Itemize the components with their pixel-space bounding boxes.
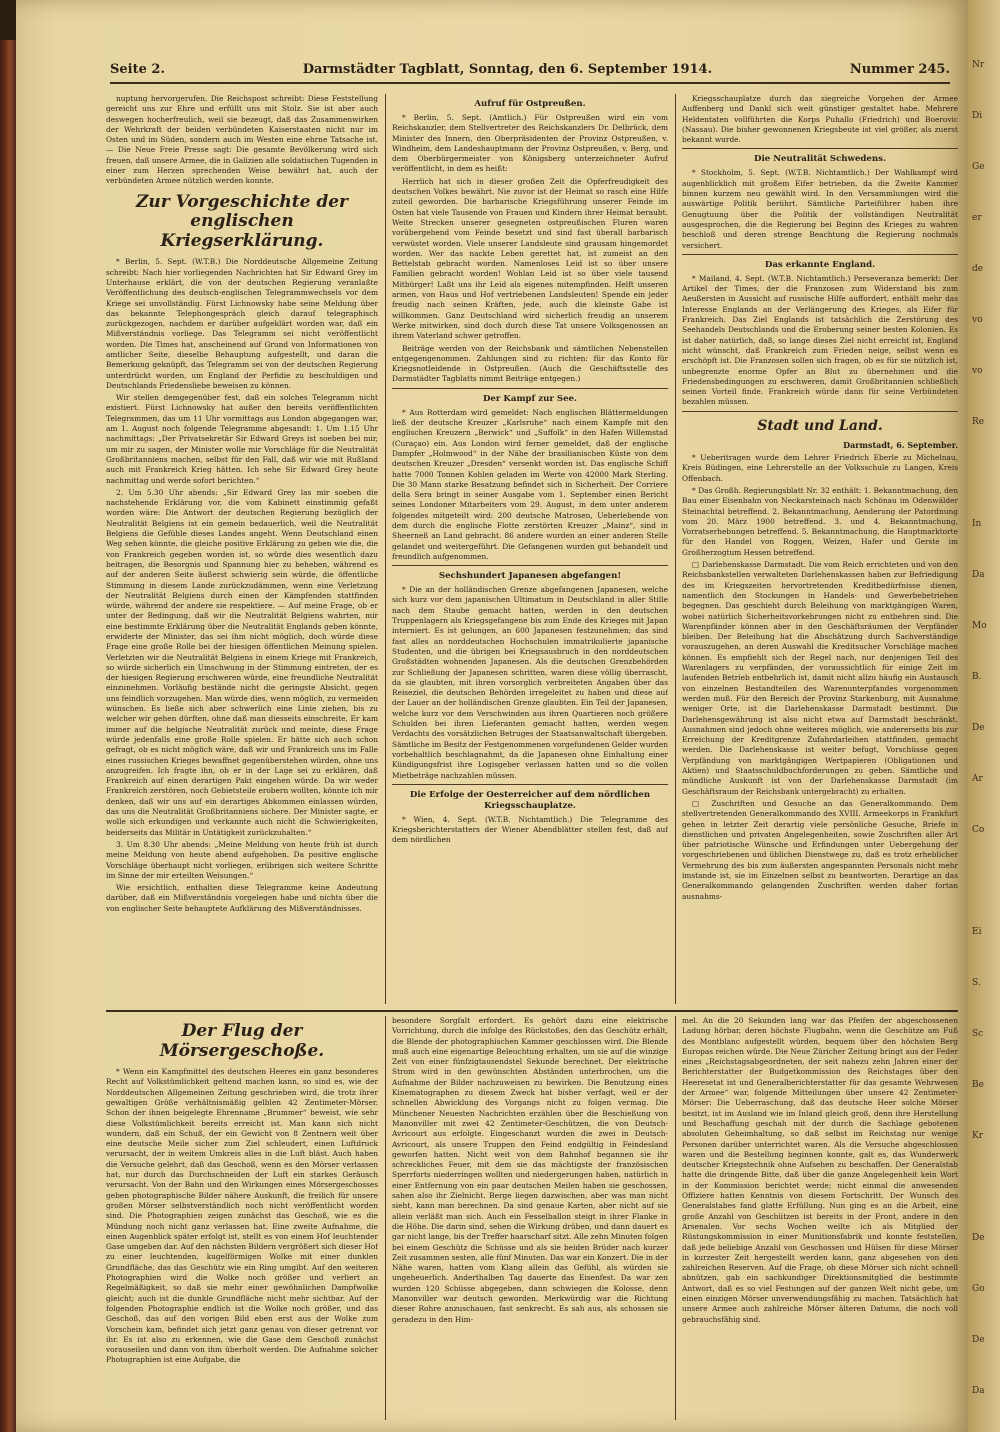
headline-sea-battle: Der Kampf zur See. xyxy=(482,393,578,404)
column-1 xyxy=(106,94,378,1006)
adjacent-page-fragment: Ar xyxy=(972,774,983,784)
adjacent-page-fragment: vo xyxy=(972,366,983,376)
adjacent-page-fragment: B. xyxy=(972,672,982,682)
adjacent-page-fragment: S. xyxy=(972,978,981,988)
adjacent-page-fragment: Sc xyxy=(972,1029,984,1039)
headline-japanese-caught: Sechshundert Japanesen abgefangen! xyxy=(438,571,622,582)
headline-sweden-neutrality: Die Neutralität Schwedens. xyxy=(754,154,886,165)
adjacent-page-fragment: In xyxy=(972,519,982,529)
headline-english-war-declaration: Zur Vorgeschichte der englischen Kriegserklärung. xyxy=(136,191,348,251)
adjacent-page-fragment: Mo xyxy=(972,621,987,631)
article-paragraph: * Berlin, 5. Sept. (W.T.B.) Die Norddeutsche Allgemeine Zeitung schreibt: Nach hier vorliegenden Nachrichten hat Sir Edward Grey im Unterhause erklärt, die von der deutschen Regierung veranlaßte Veröffentlichung des deutsch-englischen Telegrammwechsels vor dem Kriege sei unvollständig. Fürst Lichnowsky habe seine Meldung über das bekannte Telephongespräch gleich darauf telegraphisch zurückgezogen, nachdem er darüber aufgeklärt worden war, daß ein Mißverständnis vorliege. Das Telegramm sei nicht veröffentlicht worden. Die Times hat, anscheinend auf Grund von Informationen von amtlicher Seite, dieselbe Behauptung aufgestellt, und daran die Bemerkung geknüpft, das Telegramm sei von der deutschen Regierung unterdrückt worden, um England der Perfidie zu beschuldigen und Deutschlands Friedensliebe beweisen zu können. xyxy=(106,257,378,390)
column-divider xyxy=(675,1016,676,1420)
adjacent-page-fragment: De xyxy=(972,723,985,733)
article-paragraph: * Wenn ein Kampfmittel des deutschen Heeres ein ganz besonderes Recht auf Volkstümlichkeit geltend machen kann, so sind es, wie der Norddeutschen Allgemeinen Zeitung geschrieben wird, die trotz ihrer gewaltigen Größe verhältnismäßig gelblen 42 Zentimeter-Mörser. Schon der ihnen beigelegte Ehrenname „Brummer“ beweist, wie sehr diese Volkstümlichkeit bereits erreicht ist. Man kann sich nicht wundern, daß ein Schuß, der ein Gewicht von 8 Zentnern weit über eine deutsche Meile sicher zum Ziel schleudert, einen Luftdruck verursacht, der in weitem Umkreis alles in die Luft bläst. Auch haben die Versuche gelehrt, daß das Geschoß, wenn es den Mörser verlassen hat, nur durch das Durchschneiden der Luft ein starkes Geräusch verursacht. Von der Bahn und den Wirkungen eines Mörsergeschosses geben photographische Bilder nähere Auskunft, die freilich für unsere großen Mörser selbstverständlich noch nicht veröffentlicht worden sind. Die Photographien zeigen zunächst das Geschoß, wie es die Mündung noch nicht ganz verlassen hat. Eine zweite Aufnahme, die einen Augenblick später erfolgt ist, stellt es von einem Hof leuchtender Gase umgeben dar. Auf den nächsten Bildern vergrößert sich dieser Hof zu einer leuchtenden, kugelförmigen Wolke mit einer dunklen Grundfläche, das das Geschütz wie ein Ring umgibt. Auf den weiteren Photographien wird die Wolke noch größer und verliert an Regelmäßigkeit, so daß sie mehr einer gewöhnlichen Dampfwolke gleicht; auch ist die dunkle Grundfläche nicht mehr sichtbar. Auf der folgenden Photographie endlich ist die Wolke noch größer, und das Geschoß, das auf den vorigen Bild eben erst aus der Wolke zum Vorschein kam, befindet sich jetzt ganz genau von dieser getrennt vor ihr. Es ist also zu erkennen, wie die Gase dem Geschoß zunächst vorauseilen und dann von ihm überholt werden. Die Aufnahme solcher Photographien ist eine Aufgabe, die xyxy=(106,1067,378,1365)
section-rule xyxy=(682,411,958,412)
adjacent-page-fragment: Kr xyxy=(972,1131,984,1141)
article-paragraph: Wir stellen demgegenüber fest, daß ein solches Telegramm nicht existiert. Fürst Lichnowsky hat außer den bereits veröffentlichten Telegrammen, das um 11 Uhr vormittags aus London abgegangen war, am 1. August noch folgende Telegramme abgesandt: 1. Um 1.15 Uhr nachmittags: „Der Privatsekretär Sir Edward Greys ist soeben bei mir, um mir zu sagen, der Minister wolle mir Vorschläge für die Neutralität Großbritanniens machen, selbst für den Fall, daß wir wie mit Rußland auch mit Frankreich Krieg hätten. Ich sehe Sir Edward Grey heute nachmittag und werde sofort berichten.“ xyxy=(106,393,378,485)
article-paragraph: 2. Um 5.30 Uhr abends: „Sir Edward Grey las mir soeben die nachstehende Erklärung vor, die vom Kabinett einstimmig gefaßt worden wäre: Die Antwort der deutschen Regierung bezüglich der Neutralität Belgiens ist ein gemein bedauerlich, weil die Neutralität Belgiens die Gefühle dieses Landes angeht. Wenn Deutschland einen Weg sehen könnte, die gleiche positive Erklärung zu geben wie die, die von Frankreich gegeben worden ist, so würde dies wesentlich dazu beitragen, die Besorgnis und Spannung hier zu beheben, während es auf der anderen Seite äußerst schwierig sein würde, die öffentliche Stimmung in diesem Lande zurückzudämmen, wenn eine Verletzung der Neutralität Belgiens durch einen der Kämpfenden stattfinden würde, während der andere sie respektiere. — Auf meine Frage, ob er unter der Bedingung, daß wir die Neutralität Belgiens wahrten, mir eine bestimmte Erklärung über die Neutralität Englands geben könnte, erwiderte der Minister, das sei ihm nicht möglich, doch würde diese Frage eine große Rolle bei der hiesigen öffentlichen Meinung spielen. Verletzten wir die Neutralität Belgiens in einem Kriege mit Frankreich, so würde sicherlich ein Umschwung in der Stimmung eintreten, der es der hiesigen Regierung erschweren würde, eine freundliche Neutralität einzunehmen. Vorläufig bestände nicht die geringste Absicht, gegen uns feindlich vorzugehen. Man würde dies, wenn möglich, zu vermeiden wünschen. Es ließe sich aber schwerlich eine Linie ziehen, bis zu welcher wir gehen dürften, ohne daß man diesseits einschreite. Er kam immer auf die belgische Neutralität zurück und meinte, diese Frage würde jedenfalls eine große Rolle spielen. Er hätte sich auch schon gefragt, ob es nicht möglich wäre, daß wir und Frankreich uns im Falle eines russischen Krieges bewaffnet gegenüberstehen würden, ohne uns anzugreifen. Ich fragte ihn, ob er in der Lage sei zu erklären, daß Frankreich auf einen derartigen Pakt eingehen würde. Da wir weder Frankreich zerstören, noch Gebietsteile erobern wollten, könnte ich mir denken, daß wir uns auf ein derartiges Abkommen einlassen würden, das uns die Neutralität Großbritanniens sichere. Der Minister sagte, er wolle sich erkundigen und verkannte auch nicht die Schwierigkeiten, beiderseits das Militär in Untätigkeit zurückzuhalten.“ xyxy=(106,487,378,837)
issue-number: Nummer 245. xyxy=(849,61,950,77)
column-3 xyxy=(682,94,958,1006)
article-paragraph: besondere Sorgfalt erfordert. Es gehört dazu eine elektrische Vorrichtung, durch die infolge des Rückstoßes, den das Geschütz erhält, die Blende der photographischen Kammer geschlossen wird. Die Blende muß auch eine eigenartige Beleuchtung erhalten, um sie auf die winzige Zeit von einer fünfzigtausendstel Sekunde berechnet. Der elektrische Strom wird in den gewünschten Abständen unterbrochen, um die Aufnahme der Bilder nachzuweisen zu bewirken. Die Benutzung eines Kinematographen zu diesem Zweck hat bisher verfagt, weil er der schnellen Abwicklung des Vorgangs nicht zu folgen vermag. Die Münchener Neuesten Nachrichten erzählen über die Beschießung von Manonviller mit zwei 42 Zentimeter-Geschützen, die von Deutsch-Avricourt aus erfolgte. Eingeschanzt wurden die zwei in Deutsch-Avricourt, als unsere Truppen den Feind endgültig in Feindesland geworfen hatten. Nicht weit von dem Bahnhof begannen sie ihr schreckliches Feuer, mit dem sie das mächtigste der französischen Sperrforts niederringen wollten und niedergerungen haben, natürlich in einer Entfernung von ein paar deutschen Meilen haben sie geschossen, sahen also ihr Zielnicht. Berge liegen dazwischen, aber was man nicht sieht, kann man berechnen. Da sind genaue Karten, aber nicht auf sie allein verläßt man sich. Auch ein Fesselballon steigt in ihrer Flanke in die Höhe. Die darin sind, sehen die Wirkung drüben, und dann dauert es gar nicht lange, bis der Treffer haarscharf sitzt. Alle zehn Minuten folgen bei einem Geschütz die Schüsse und als sie beiden Brüder nach kurzer Zeit zusammen sesten, alle fünf Minuten. Das war ein Konzert. Die in der Nähe waren, hatten vom Klang allein das Gefühl, als würden sie ungeheuerlich. Anderthalben Tag dauerte das Eisenfest. Da war zen wurden 120 Schüsse abgegeben, dann schwiegen die Kolosse, denn Manonviller war deutsch geworden. Merkwürdig war die Richtung dieser Rohre anzuschauen, fast senkrecht. Es sah aus, als schossen sie geradezu in den Him- xyxy=(392,1016,668,1324)
page-number: Seite 2. xyxy=(110,61,165,77)
adjacent-page-fragment xyxy=(972,876,1000,887)
adjacent-page-fragment: er xyxy=(972,213,982,223)
headline-mortar-flight: Der Flug der Mörsergeschoße. xyxy=(159,1021,325,1061)
section-separator xyxy=(106,1010,958,1012)
article-paragraph: 3. Um 8.30 Uhr abends: „Meine Meldung von heute früh ist durch meine Meldung von heute abend aufgehoben. Da positive englische Vorschläge überhaupt nicht vorliegen, erübrigen sich weitere Schritte im Sinne der mir erteilten Weisungen.“ xyxy=(106,839,378,880)
bottom-column-2 xyxy=(392,1016,668,1420)
column-divider xyxy=(385,1016,386,1420)
article-paragraph: Beiträge werden von der Reichsbank und sämtlichen Nebenstellen entgegengenommen. Zahlungen sind zu richten: für das Konto für Kriegsnotleidende in Ostpreußen. (Auch die Geschäftsstelle des Darmstädter Tagblatts nimmt Beiträge entgegen.) xyxy=(392,343,668,384)
section-rule xyxy=(682,148,958,149)
article-paragraph: * Berlin, 5. Sept. (Amtlich.) Für Ostpreußen wird ein vom Reichskanzler, dem Stellvertreter des Reichskanzlers Dr. Delbrück, dem Minister des Innern, den Oberpräsidenten der Provinz Ostpreußen, v. Windheim, dem Landeshauptmann der Provinz Ostpreußen, v. Berg, und dem Oberbürgermeister von Königsberg unterzeichneter Aufruf veröffentlicht, in dem es heißt: xyxy=(392,113,668,174)
column-2 xyxy=(392,94,668,1006)
adjacent-page-fragment: Be xyxy=(972,1080,984,1090)
adjacent-page-fragment: Ei xyxy=(972,927,982,937)
adjacent-page-fragment: Ge xyxy=(972,162,985,172)
article-paragraph: □ Darlehenskasse Darmstadt. Die vom Reich errichteten und von den Reichsbankstellen verwalteten Darlehenskassen haben zur Befriedigung des im Kriegszeiten hervortretenden Kreditbedürfnisse dienen, namentlich den Stockungen in Handels- und Gewerbebetrieben begegnen. Das geschieht durch Beleihung von marktgängigen Waren, wobei natürlich Sicherheitsvorkehrungen nicht zu entbehren sind. Die Warenpfänder können aber in den Geschäftsräumen der Verpfänder bleiben. Der Beleihung hat die Abschätzung durch Sachverständige vorauszugehen, an deren Auswahl die Kreditsucher Vorschläge machen können. Es empfiehlt sich der Regel nach, nur denjenigen Teil des Warenlagers zu verpfänden, der voraussichtlich für einige Zeit im laufenden Betrieb entbehrlich ist, damit nicht allzu häufig ein Austausch von einzelnen Bestandteilen des Warenunterpfandes vorgenommen werden muß. Für den Bereich der Provinz Starkenburg, mit Ausnahme weniger Orte, ist die Darlehenskasse Darmstadt bestimmt. Die Darlehensgewährung ist also nicht etwa auf Darmstadt beschränkt. Ausnahmen sind jedoch ohne weiteres möglich, wie andererseits bis zur Erreichung der Kreditgrenze Zufahrdarleihen stattfinden, gemacht werden. Die Darlehenskasse ist weiter befugt, Vorschüsse gegen Verpfändung von marktgängigen Wertpapieren (Obligationen und Aktien) und Staatsschuldbuchforderungen zu geben. Sämtliche und mündliche Auskunft ist von der Darlehenskasse Darmstadt (im Geschäftsraum der Reichsbank untergebracht) zu erhalten. xyxy=(682,560,958,796)
adjacent-page-text xyxy=(968,0,1000,1397)
headline-england-recognized: Das erkannte England. xyxy=(764,259,876,270)
section-rule xyxy=(392,565,668,566)
article-paragraph: * Wien, 4. Sept. (W.T.B. Nichtamtlich.) Die Telegramme des Kriegsberichterstatters der Wiener Abendblätter stellen fest, daß auf dem nördlichen xyxy=(392,814,668,845)
headline-east-prussia-appeal: Aufruf für Ostpreußen. xyxy=(474,99,586,109)
article-paragraph: Herrlich hat sich in dieser großen Zeit die Opferfreudigkeit des deutschen Volkes bewährt. Nie zuvor ist der Heimat so rasch eine Hilfe zuteil geworden. Die barbarische Kriegsführung unserer Feinde im Osten hat viele Tausende von Frauen und Kindern ihrer Heimat beraubt. Weite Strecken unserer gesegneten ostpreußischen Fluren waren vorübergehend vom Feinde besetzt und sind fast überall barbarisch verwüstet worden. Viele unserer Landsleute sind grausam hingemordet worden. Wer das nackte Leben gerettet hat, ist zumeist an den Bettelstab gebracht worden. Namenloses Leid ist so über unsere Familien gebracht worden! Wohlan Leid ist so über viele tausend Mitbürger! Laßt uns ihr Leid als eigenes mitempfinden. Helft unseren armen, von Haus und Hof vertriebenen Landsleuten! Spende ein jeder freudig nach seinen Kräften, jede, auch die kleinste Gabe ist willkommen. Ganz Deutschland wird sicherlich freudig an unserem Werke mitwirken, sind doch durch diese Tat unsere Volksgenossen an ihrem Vaterland schwer getroffen. xyxy=(392,176,668,341)
intro-text: nuptung hervorgerufen. Die Reichspost schreibt: Diese Feststellung gereicht uns zur Ehre und erfüllt uns mit Stolz. Sie ist aber auch deswegen hocherfreulich, weil sie bezeugt, daß das Zusammenwirken der Wehrkraft der beiden verbündeten Kaiserstaaten nicht nur im Osten und im Süden, sondern auch im Westen eine ehrne Tatsache ist. — Die Neue Freie Presse sagt: Die gesamte Bevölkerung wird sich freuen, daß unsere Armee, die in Galizien alle soldatischen Tugenden in einer zum Herzen sprechenden Weise bewährt hat, auch der verbündeten Armee nützlich werden konnte. xyxy=(106,94,378,186)
adjacent-page-fragment: Go xyxy=(972,1284,985,1294)
article-paragraph: Wie ersichtlich, enthalten diese Telegramme keine Andeutung darüber, daß ein Mißverständnis vorgelegen habe und nichts über die von englischer Seite behauptete Aufklärung des Mißverständnisses. xyxy=(106,883,378,913)
masthead: Darmstädter Tagblatt, Sonntag, den 6. September 1914. xyxy=(302,61,713,77)
adjacent-page-fragment: de xyxy=(972,264,984,274)
section-rule xyxy=(682,254,958,255)
article-paragraph: * Ueberitragen wurde dem Lehrer Friedrich Eberle zu Michelnau, Kreis Büdingen, eine Lehrerstelle an der Volksschule zu Langen, Kreis Offenbach. xyxy=(682,453,958,483)
article-paragraph: * Aus Rotterdam wird gemeldet: Nach englischen Blättermeldungen ließ der deutsche Kreuzer „Karlsruhe“ nach einem Kampfe mit den englischen Kreuzern „Berwick“ und „Suffolk“ in den Hafen Willemstad (Curaçao) ein. Aus London wird ferner gemeldet, daß der englische Dampfer „Holmwood“ in der Nähe der brasilianischen Küste von dem deutschen Kreuzer „Dresden“ versenkt worden ist. Das englische Schiff hatte 7000 Tonnen Kohlen geladen im Werte von 42000 Mark Sterling. Die 30 Mann starke Besatzung befindet sich in Sicherheit. Der Corriere della Sera bringt in seiner Ausgabe vom 1. September einen Bericht seines Londoner Mitarbeiters vom 29. August, in dem unter anderem folgendes mitgeteilt wird: 200 deutsche Matrosen, Ueberlebende von dem durch die englische Flotte zerstörten Kreuzer „Mainz“, sind in Sheerneß an Land gebracht. 86 andere wurden an einer anderen Stelle gelandet und weitergeführt. Die Gefangenen wurden gut behandelt und freundlich aufgenommen. xyxy=(392,407,668,561)
article-paragraph: mel. An die 20 Sekunden lang war das Pfeifen der abgeschossenen Ladung hörbar, deren höchste Flugbahn, wenn die Geschütze am Fuß des Montblanc aufgestellt würden, bequem über den höchsten Berg Europas reichen würde. Die Neue Züricher Zeitung bringt aus der Feder eines „Reichstagsabgeordneten, der seit nahezu zehn Jahren einer der Berichterstatter der Budgetkommission des Reichstages über den Heeresetat ist und Generalberichterstatter für das gesamte Wehrwesen der Armee“ war, folgende Mitteilungen über unsere 42 Zentimeter-Mörser: Die Ueberraschung, daß das deutsche Heer solche Mörser besitzt, ist im Ausland wie im Inland gleich groß, denn ihre Herstellung und Beschaffung geschah mit der durch die Sachlage gebotenen absoluten Geheimhaltung, so daß selbst im Reichstag nur wenige Personen darüber unterrichtet waren. Als die Versuche abgeschlossen waren und die Bestellung beginnen konnte, galt es, das Wunderwerk deutscher Kriegstechnik ohne Aufsehen zu beschaffen. Der Generalstab hatte die dringende Bitte, daß über die ganze Angelegenheit kein Wort in der Kommission berichtet werde; nicht einmal die anwesenden Offiziere hatten Kenntnis von diesem Fortschritt. Der Wunsch des Generalstabes fand glatte Erfüllung. Nun ging es an die Arbeit, eine große Anzahl von Geschützen ist bereits in der Front, andere in den Arsenalen. Vor sechs Wochen weilte ich als Mitglied der Rüstungskommission in einer Munitionsfabrik und konnte feststellen, daß jede beliebige Anzahl von Geschossen und Hülsen für diese Mörser in kurzester Zeit hergestellt werden kann, ganz abgesehen von den zahlreichen Reserven. Auf die Frage, ob diese Mörser sich nicht schnell abnützen, gab ein sachkundiger Direktionsmitglied die bestimmte Antwort, daß es so viel Festungen auf der ganzen Welt nicht gebe, um einen einzigen Mörser unverwendungsfähig zu machen. Tatsächlich hat unsere Armee auch zahlreiche Mörser älteren Datums, die noch voll gebrauchsfähig sind. xyxy=(682,1016,958,1324)
section-rule xyxy=(392,784,668,785)
article-paragraph: * Das Großh. Regierungsblatt Nr. 32 enthält: 1. Bekanntmachung, den Bau einer Eisenbahn von Neckarsteinach nach Schönau im Odenwälder Steinachtal betreffend. 2. Bekanntmachung, Aenderung der Patordnung vom 20. März 1900 betreffend. 3. und 4. Bekanntmachung, Vorratserhebungen betreffend. 5. Bekanntmachung, die Hauptmarktorte für den Handel von Roggen, Weizen, Hafer und Gerste im Großherzogtum Hessen betreffend. xyxy=(682,486,958,557)
article-paragraph: * Stockholm, 5. Sept. (W.T.B. Nichtamtlich.) Der Wahlkampf wird augenblicklich mit großem Eifer betrieben, da die Zweite Kammer binnen kurzem neu gewählt wird. In den Versammlungen wird die auswärtige Politik berührt. Sämtliche Parteiführer haben ihre Genugtuung über die Politik der vollständigen Neutralität ausgesprochen, die die Regierung bei Beginn des Krieges zu wahren beschloß und deren strenge Beachtung die Regierung nochmals versichert. xyxy=(682,168,958,250)
section-rule xyxy=(392,388,668,389)
adjacent-page-fragment: Re xyxy=(972,417,985,427)
column-divider xyxy=(385,94,386,1004)
adjacent-page-fragment: De xyxy=(972,1335,985,1345)
adjacent-page-fragment: Co xyxy=(972,825,985,835)
adjacent-page-fragment xyxy=(972,468,1000,479)
column-divider xyxy=(675,94,676,1004)
adjacent-page-fragment: Da xyxy=(972,1386,985,1396)
bottom-column-3 xyxy=(682,1016,958,1420)
adjacent-page-fragment: Da xyxy=(972,570,985,580)
adjacent-page-edge xyxy=(968,0,1000,1432)
adjacent-page-fragment xyxy=(972,1182,1000,1193)
newspaper-page xyxy=(16,0,974,1432)
headline-city-and-country: Stadt und Land. xyxy=(757,417,883,434)
dateline: Darmstadt, 6. September. xyxy=(843,439,958,450)
page-header xyxy=(110,56,950,84)
headline-austrian-success: Die Erfolge der Oesterreicher auf dem nördlichen Kriegsschauplatze. xyxy=(409,789,651,811)
article-paragraph: □ Zuschriften und Gesuche an das Generalkommando. Dem stellvertretenden Generalkommando des XVIII. Armeekorps in Frankfurt gehen in letzter Zeit derartig viele persönliche Gesuche, Briefe in dienstlichen und privaten Angelegenheiten, sowie Zuschriften aller Art über patriotische Wünsche und Erfindungen unter Uebergehung der vorgeschriebenen und üblichen Dienstwege zu, daß es trotz erheblicher Vermehrung des bis zum äußersten angespannten Personals nicht mehr imstande ist, sie im Einzelnen selbst zu beantworten. Derartige an das Generalkommando gelangenden Zuschriften werden daher fortan ausnahms- xyxy=(682,798,958,901)
adjacent-page-fragment: Di xyxy=(972,111,983,121)
adjacent-page-fragment: vo xyxy=(972,315,983,325)
article-paragraph: * Mailand, 4. Sept. (W.T.B. Nichtamtlich.) Perseveranza bemerkt: Der Artikel der Times, der die Franzosen zum Widerstand bis zum Aeußersten in Aussicht auf russische Hilfe auffordert, enthält mehr das Interesse Englands an der Verlängerung des Krieges, als Eifer für Frankreich. Das Ziel Englands ist tatsächlich die Zerstörung des Seehandels Deutschlands und die Eroberung seiner besten Kolonien. Es ist daher natürlich, daß, so lange dieses Ziel nicht erreicht ist, England nicht wünscht, daß Frankreich zum Frieden neige, selbst wenn es erschöpft ist. Die Franzosen sollen sich fragen, ob es für sie nützlich ist, unbegrenzte enorme Opfer an Blut zu übernehmen und die Friedensbedingungen zu erschweren, damit Großbritannien schließlich seinen Vorteil finde. Frankreich würde dann für seine Verbündeten bezahlen müssen. xyxy=(682,273,958,407)
bottom-column-1 xyxy=(106,1016,378,1420)
adjacent-page-fragment: Nr xyxy=(972,60,985,70)
article-paragraph: * Die an der holländischen Grenze abgefangenen Japanesen, welche sich kurz vor dem japanischen Ultimatum in Deutschland in aller Stille nach dem Staube gemacht hatten, werden in den deutschen Truppenlagern als Kriegsgefangene bis zum Ende des Krieges mit Japan interniert. Es ist gelungen, an 600 Japanesen festzunehmen; das sind fast alles an norddeutschen Hochschulen immatrikulierte japanische Studenten, und die übrigen bei Kriegsausbruch in den norddeutschen Großstädten wohnenden Japanesen. Als die deutschen Grenzbehörden zur Schließung der Japanesen schritten, waren diese völlig überrascht, da sie glaubten, mit ihren vorsorglich verbreiteten Angaben über das Reiseziel, die deutschen Behörden irregeleitet zu haben und diese auf der Lauer an der holländischen Grenze glaubten. Ein Teil der Japanesen, welche kurz vor dem Verschwinden aus ihren Quartieren noch größere Schulden bei ihren Lieferanten gemacht hatten, werden wegen Verdachts des vorsätzlichen Betruges der Staatsanwaltschaft übergeben. Sämtliche im Besitz der Festgenommenen vorgefundenen Gelder wurden vorbehaltlich beschlagnahmt, da die Japanesen ohne Einhaltung einer Kündigungsfrist ihre Logisgeber verlassen hatten und so die vollen Mietbeträge nachzahlen müssen. xyxy=(392,585,668,780)
intro-text: Kriegsschauplatze durch das siegreiche Vorgehen der Armee Auffenberg und Dankl sich weit günstiger gestaltet habe. Mehrere Heldentaten vollführten die Korps Puhallo (Friedrich) und Boerovic (Nassau). Die bisher gewonnenen Kriegsbeute ist viel größer, als zuerst bekannt wurde. xyxy=(682,94,958,145)
adjacent-page-fragment: De xyxy=(972,1233,985,1243)
